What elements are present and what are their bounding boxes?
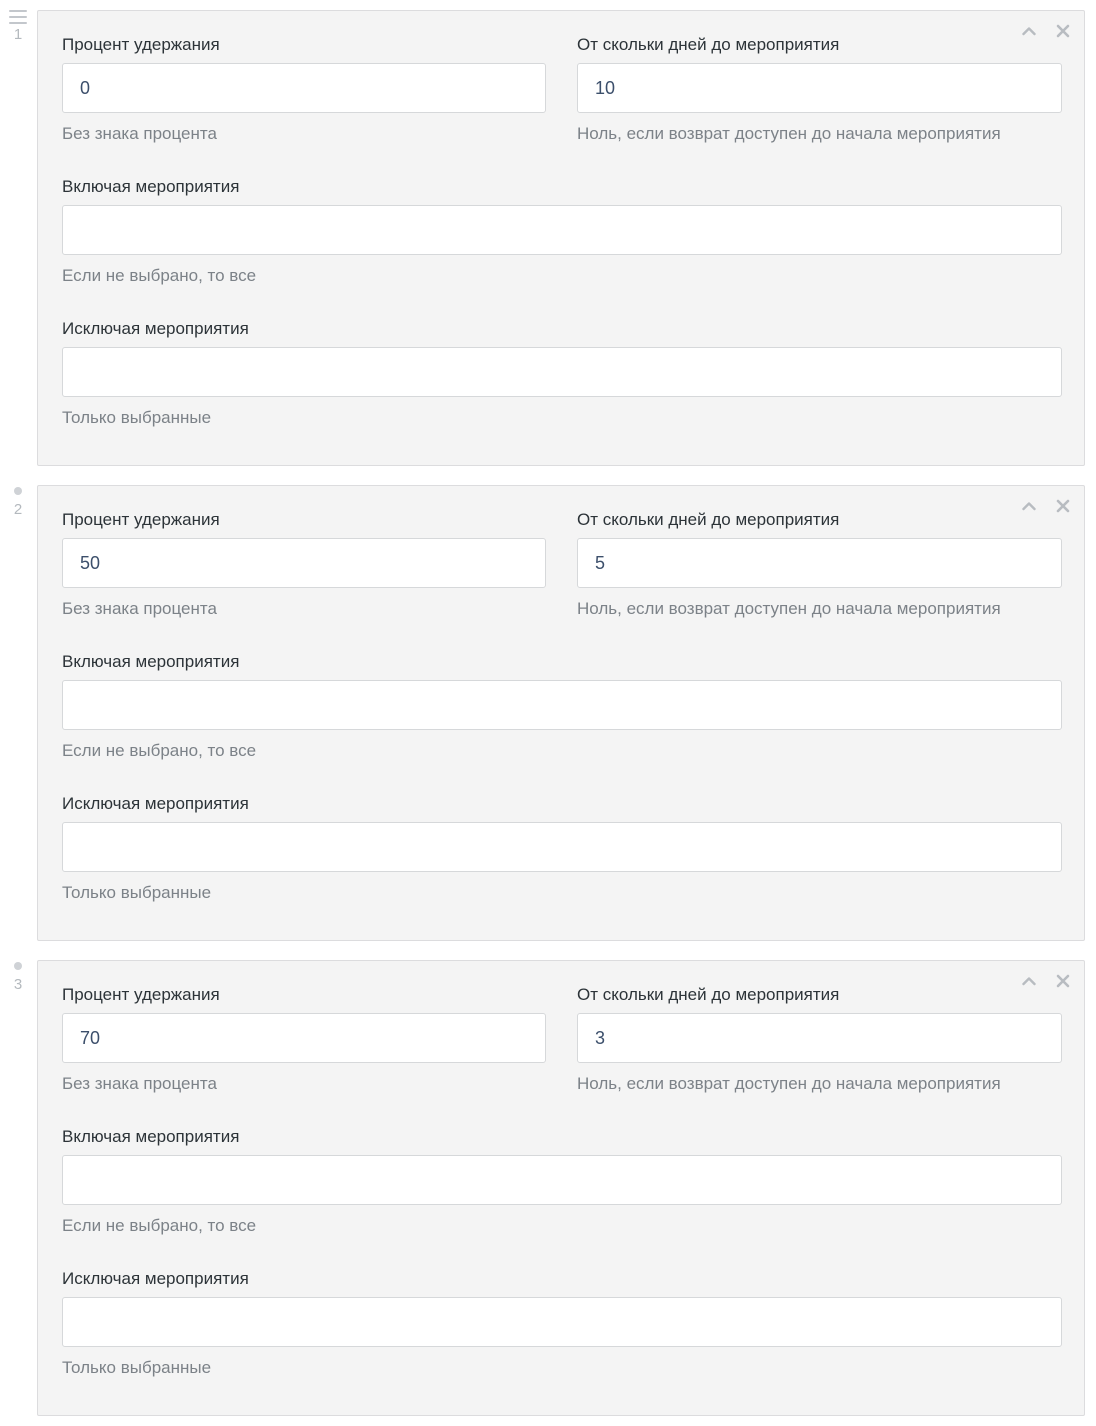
days-before-event-label: От скольки дней до мероприятия [577,35,840,54]
row-gutter[interactable] [0,485,36,941]
days-before-event-input[interactable] [577,538,1062,588]
close-icon [1056,974,1070,988]
exclude-events-hint: Только выбранные [62,1358,212,1377]
days-before-event-hint: Ноль, если возврат доступен до начала мероприятия [577,124,1001,143]
remove-row-button[interactable] [1052,495,1074,517]
row-controls [1018,19,1074,43]
close-icon [1056,24,1070,38]
include-events-hint: Если не выбрано, то все [62,1216,257,1235]
exclude-events-input[interactable] [62,822,1062,872]
chevron-up-icon [1022,501,1036,511]
retention-percent-input[interactable] [62,1013,546,1063]
repeater-row [0,485,1096,941]
collapse-row-button[interactable] [1018,495,1040,517]
include-events-input[interactable] [62,680,1062,730]
remove-row-button[interactable] [1052,970,1074,992]
row-panel [37,10,1085,466]
row-panel [37,485,1085,941]
row-gutter[interactable] [0,10,36,466]
include-events-label: Включая мероприятия [62,177,240,196]
days-before-event-label: От скольки дней до мероприятия [577,510,840,529]
retention-percent-hint: Без знака процента [62,124,217,143]
include-events-label: Включая мероприятия [62,652,240,671]
collapse-row-button[interactable] [1018,970,1040,992]
days-before-event-hint: Ноль, если возврат доступен до начала мероприятия [577,1074,1001,1093]
row-index: 2 [13,501,23,518]
retention-percent-label: Процент удержания [62,35,220,54]
close-icon [1056,499,1070,513]
row-index: 1 [13,26,23,43]
chevron-up-icon [1022,26,1036,36]
include-events-hint: Если не выбрано, то все [62,266,257,285]
row-controls [1018,494,1074,518]
row-controls [1018,969,1074,993]
chevron-up-icon [1022,976,1036,986]
remove-row-button[interactable] [1052,20,1074,42]
days-before-event-hint: Ноль, если возврат доступен до начала мероприятия [577,599,1001,618]
exclude-events-hint: Только выбранные [62,883,212,902]
row-gutter[interactable] [0,960,36,1416]
exclude-events-label: Исключая мероприятия [62,319,249,338]
retention-percent-hint: Без знака процента [62,599,217,618]
row-index: 3 [13,976,23,993]
include-events-input[interactable] [62,205,1062,255]
exclude-events-input[interactable] [62,347,1062,397]
retention-percent-input[interactable] [62,63,546,113]
days-before-event-input[interactable] [577,1013,1062,1063]
exclude-events-hint: Только выбранные [62,408,212,427]
repeater-row [0,10,1096,466]
row-dot-icon [14,962,22,970]
drag-handle-icon[interactable] [9,10,27,26]
retention-percent-hint: Без знака процента [62,1074,217,1093]
retention-percent-label: Процент удержания [62,985,220,1004]
days-before-event-label: От скольки дней до мероприятия [577,985,840,1004]
include-events-label: Включая мероприятия [62,1127,240,1146]
row-panel [37,960,1085,1416]
retention-percent-input[interactable] [62,538,546,588]
days-before-event-input[interactable] [577,63,1062,113]
exclude-events-label: Исключая мероприятия [62,1269,249,1288]
exclude-events-label: Исключая мероприятия [62,794,249,813]
row-dot-icon [14,487,22,495]
include-events-hint: Если не выбрано, то все [62,741,257,760]
retention-percent-label: Процент удержания [62,510,220,529]
exclude-events-input[interactable] [62,1297,1062,1347]
include-events-input[interactable] [62,1155,1062,1205]
collapse-row-button[interactable] [1018,20,1040,42]
repeater-row [0,960,1096,1416]
